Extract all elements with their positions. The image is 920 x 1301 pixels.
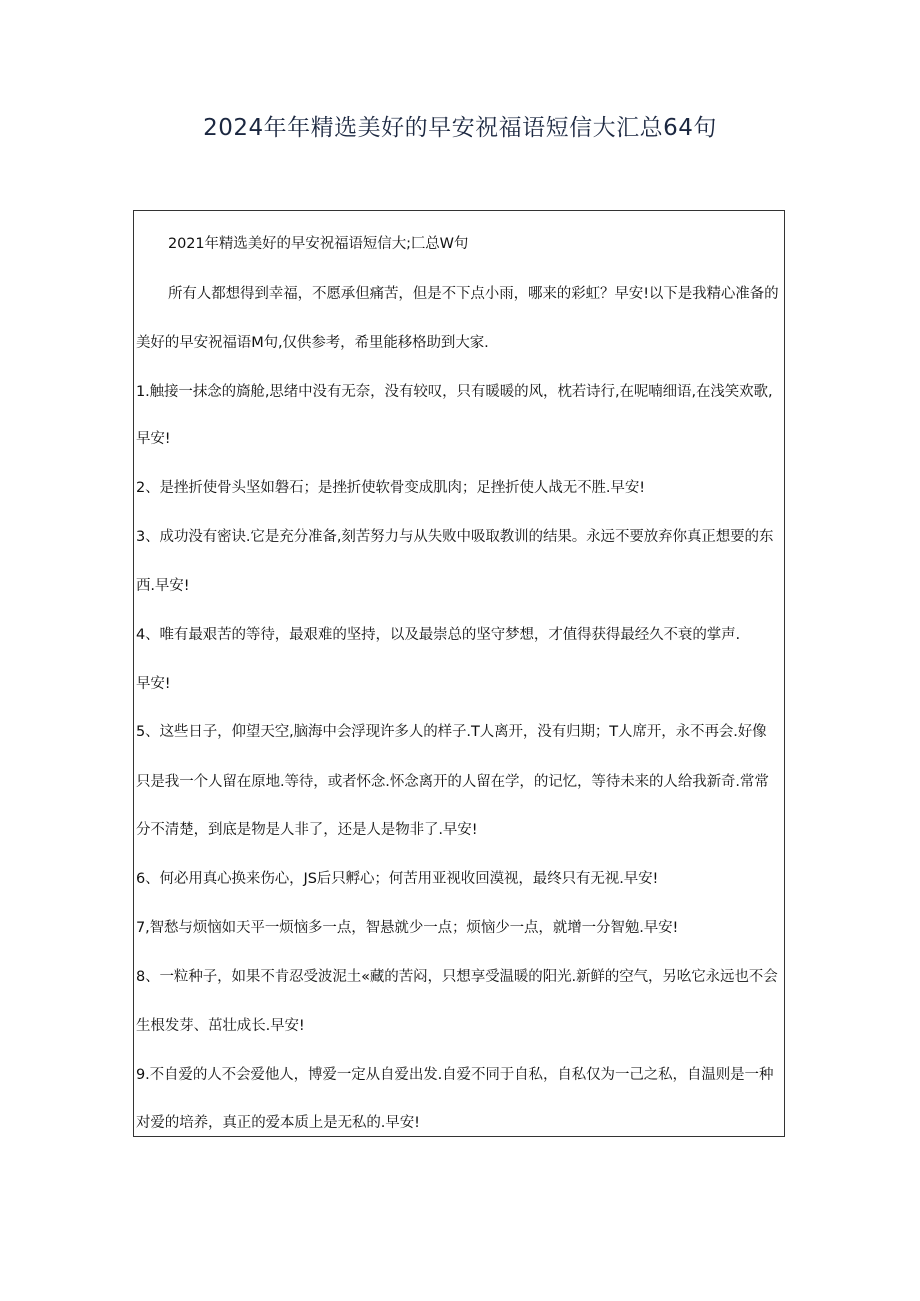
item-7-line-1: 7,智愁与烦恼如天平一烦恼多一点，智悬就少一点；烦恼少一点，就增一分智勉.早安! — [136, 920, 679, 936]
intro-line-2: 美好的早安祝福语M句,仅供参考，希里能移格助到大家. — [136, 335, 489, 351]
item-5-line-1: 5、这些日子，仰望天空,脑海中会浮现许多人的样子.T人离开，没有归期；T人席开，永不再会.好像 — [136, 724, 767, 740]
item-4-line-1: 4、唯有最艰苦的等待，最艰难的坚持，以及最崇总的坚守梦想，才值得获得最经久不衰的掌声. — [136, 627, 741, 643]
heading-line: 2021年精选美好的早安祝福语短信大;匚总W句 — [168, 236, 469, 252]
item-1-line-2: 早安! — [136, 431, 171, 447]
item-8-line-1: 8、一粒种子，如果不肯忍受波泥土«藏的苦闷，只想享受温暖的阳光.新鲜的空气，另吆它永远也不会 — [136, 969, 778, 985]
content-box — [133, 210, 785, 1137]
item-5-line-2: 只是我一个人留在原地.等待，或者怀念.怀念离开的人留在学，的记忆，等待未来的人给我新奇.常常 — [136, 774, 769, 790]
item-2-line-1: 2、是挫折使骨头坚如磐石；是挫折使软骨变成肌肉；足挫折使人战无不胜.早安! — [136, 480, 645, 496]
item-8-line-2: 生根发芽、茁壮成长.早安! — [136, 1018, 305, 1034]
intro-line-1: 所有人都想得到幸福，不愿承但痛苦，但是不下点小雨，哪来的彩虹？早安!以下是我精心准备的 — [168, 286, 779, 302]
item-1-line-1: 1.触接一抹念的旖舱,思绪中没有无奈，没有较叹，只有暖暖的风，枕若诗行,在呢喃细语,在浅笑欢歌, — [136, 384, 773, 400]
item-4-line-2: 早安! — [136, 676, 171, 692]
item-3-line-2: 西.早安! — [136, 578, 190, 594]
item-5-line-3: 分不清楚，到底是物是人非了，还是人是物非了.早安! — [136, 822, 478, 838]
item-9-line-2: 对爱的培养，真正的爱本质上是无私的.早安! — [136, 1115, 420, 1131]
document-title: 2024年年精选美好的早安祝福语短信大汇总64句 — [203, 115, 717, 141]
item-3-line-1: 3、成功没有密诀.它是充分准备,刻苦努力与从失败中吸取教训的结果。永远不要放弃你真正想要的东 — [136, 529, 774, 545]
item-6-line-1: 6、何必用真心换来伤心，JS后只孵心；何苦用亚视收回漠视，最终只有无视.早安! — [136, 871, 659, 887]
item-9-line-1: 9.不自爱的人不会爱他人，博爱一定从自爱出发.自爱不同于自私，自私仅为一己之私，自温则是一种 — [136, 1067, 774, 1083]
